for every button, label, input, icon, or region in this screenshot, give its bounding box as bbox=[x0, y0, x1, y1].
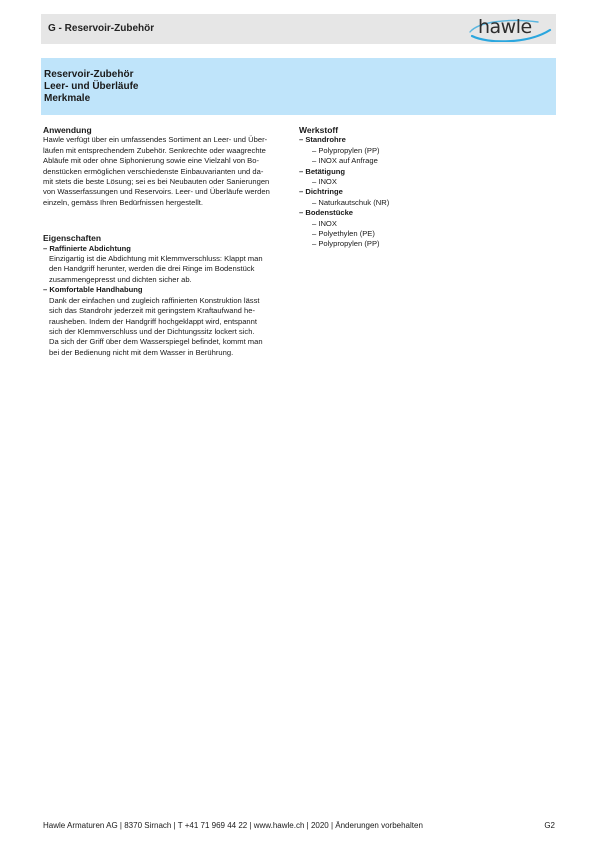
feature-text bbox=[43, 254, 285, 285]
material-group-title: – Dichtringe bbox=[299, 187, 343, 197]
logo-text: hawle bbox=[478, 16, 532, 38]
text-line: läufen mit entsprechendem Zubehör. Senkrechte oder waagrechte bbox=[43, 145, 266, 155]
text-line: rausheben. Indem der Handgriff hochgeklappt wird, entspannt bbox=[49, 316, 257, 326]
feature-title: – Komfortable Handhabung bbox=[43, 285, 143, 295]
text-line: den Handgriff herunter, werden die drei Ringe im Bodenstück bbox=[49, 264, 255, 274]
material-item: – Polypropylen (PP) bbox=[312, 239, 380, 249]
title-band bbox=[41, 58, 556, 115]
spacer bbox=[43, 208, 285, 233]
left-column bbox=[43, 125, 285, 358]
text-line: sich das Standrohr jederzeit mit geringstem Kraftaufwand he- bbox=[49, 306, 255, 316]
text-line: einzeln, gemäss Ihren Bedürfnissen hergestellt. bbox=[43, 197, 203, 207]
text-line: Dank der einfachen und zugleich raffinierten Konstruktion lässt bbox=[49, 295, 260, 305]
material-item: – Polyethylen (PE) bbox=[312, 229, 375, 239]
right-column bbox=[299, 125, 499, 250]
text-line: Einzigartig ist die Abdichtung mit Klemmverschluss: Klappt man bbox=[49, 254, 263, 264]
text-line: sich der Klemmverschluss und der Dichtungssitz lockert sich. bbox=[49, 326, 255, 336]
werkstoff-heading: Werkstoff bbox=[299, 125, 339, 135]
title-line: Merkmale bbox=[44, 93, 91, 104]
page-number: G2 bbox=[544, 821, 555, 830]
anwendung-text bbox=[43, 135, 285, 208]
text-line: denstücken ermöglichen verschiedenste Einbauvarianten und da- bbox=[43, 166, 264, 176]
material-item: – INOX bbox=[312, 177, 337, 187]
material-group-title: – Betätigung bbox=[299, 166, 345, 176]
section-title: G - Reservoir-Zubehör bbox=[48, 23, 155, 34]
footer-contact: Hawle Armaturen AG | 8370 Sirnach | T +41 71 969 44 22 | www.hawle.ch | 2020 | Änderungen vorbehalten bbox=[43, 821, 423, 830]
feature-text bbox=[43, 296, 285, 358]
title-line: Leer- und Überläufe bbox=[44, 81, 139, 92]
text-line: bei der Bedienung nicht mit dem Wasser in Berührung. bbox=[49, 347, 234, 357]
title-lines bbox=[44, 69, 138, 105]
text-line: Hawle verfügt über ein umfassendes Sortiment an Leer- und Über- bbox=[43, 135, 268, 145]
hawle-logo bbox=[468, 16, 552, 42]
header-bar bbox=[41, 14, 556, 44]
text-line: zusammengepresst und dichten sicher ab. bbox=[49, 274, 192, 284]
material-item: – Polypropylen (PP) bbox=[312, 145, 380, 155]
text-line: von Wasserfassungen und Reservoirs. Leer- und Überläufe werden bbox=[43, 187, 270, 197]
text-line: Da sich der Griff über dem Wasserspiegel befindet, kommt man bbox=[49, 337, 263, 347]
text-line: mit stets die beste Lösung; sei es bei Neubauten oder Sanierungen bbox=[43, 177, 270, 187]
material-group-title: – Standrohre bbox=[299, 135, 346, 145]
feature-title: – Raffinierte Abdichtung bbox=[43, 243, 131, 253]
material-item: – INOX auf Anfrage bbox=[312, 156, 378, 166]
material-item: – INOX bbox=[312, 218, 337, 228]
eigenschaften-heading: Eigenschaften bbox=[43, 233, 102, 244]
text-line: Abläufe mit oder ohne Siphonierung sowie eine Vielzahl von Bo- bbox=[43, 156, 259, 166]
material-item: – Naturkautschuk (NR) bbox=[312, 197, 390, 207]
title-line: Reservoir-Zubehör bbox=[44, 69, 134, 80]
anwendung-heading: Anwendung bbox=[43, 125, 92, 135]
material-group-title: – Bodenstücke bbox=[299, 208, 354, 218]
